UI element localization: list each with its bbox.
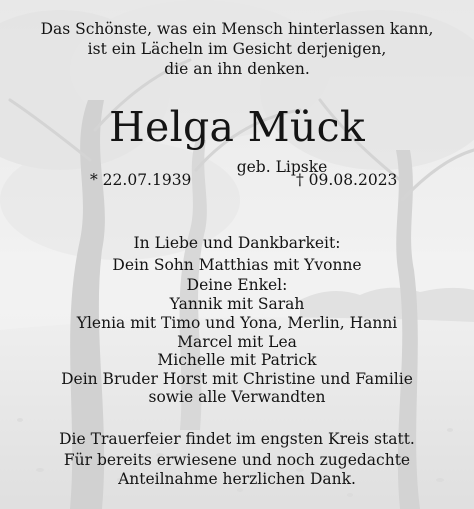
death-date: † 09.08.2023: [296, 171, 398, 189]
poem-line: ist ein Lächeln im Gesicht derjenigen,: [87, 40, 387, 58]
deceased-name: Helga Mück: [108, 103, 366, 151]
mourner-line: In Liebe und Dankbarkeit:: [133, 234, 341, 252]
mourner-line: Ylenia mit Timo und Yona, Merlin, Hanni: [76, 314, 398, 332]
mourner-line: Michelle mit Patrick: [157, 351, 317, 369]
mourner-line: Marcel mit Lea: [177, 333, 297, 351]
mourner-line: Yannik mit Sarah: [169, 295, 305, 313]
closing-line: Für bereits erwiesene und noch zugedachte: [63, 451, 411, 469]
maiden-name: geb. Lipske: [236, 158, 328, 176]
mourner-line: Dein Sohn Matthias mit Yvonne: [112, 256, 362, 274]
closing-line: Anteilnahme herzlichen Dank.: [118, 470, 356, 488]
mourner-line: sowie alle Verwandten: [148, 388, 326, 406]
closing-line: Die Trauerfeier findet im engsten Kreis statt.: [59, 430, 415, 448]
poem-line: Das Schönste, was ein Mensch hinterlassen kann,: [40, 20, 434, 38]
birth-date: * 22.07.1939: [90, 171, 192, 189]
mourner-line: Dein Bruder Horst mit Christine und Familie: [61, 370, 413, 388]
poem-line: die an ihn denken.: [164, 60, 310, 78]
mourner-line: Deine Enkel:: [186, 276, 288, 294]
